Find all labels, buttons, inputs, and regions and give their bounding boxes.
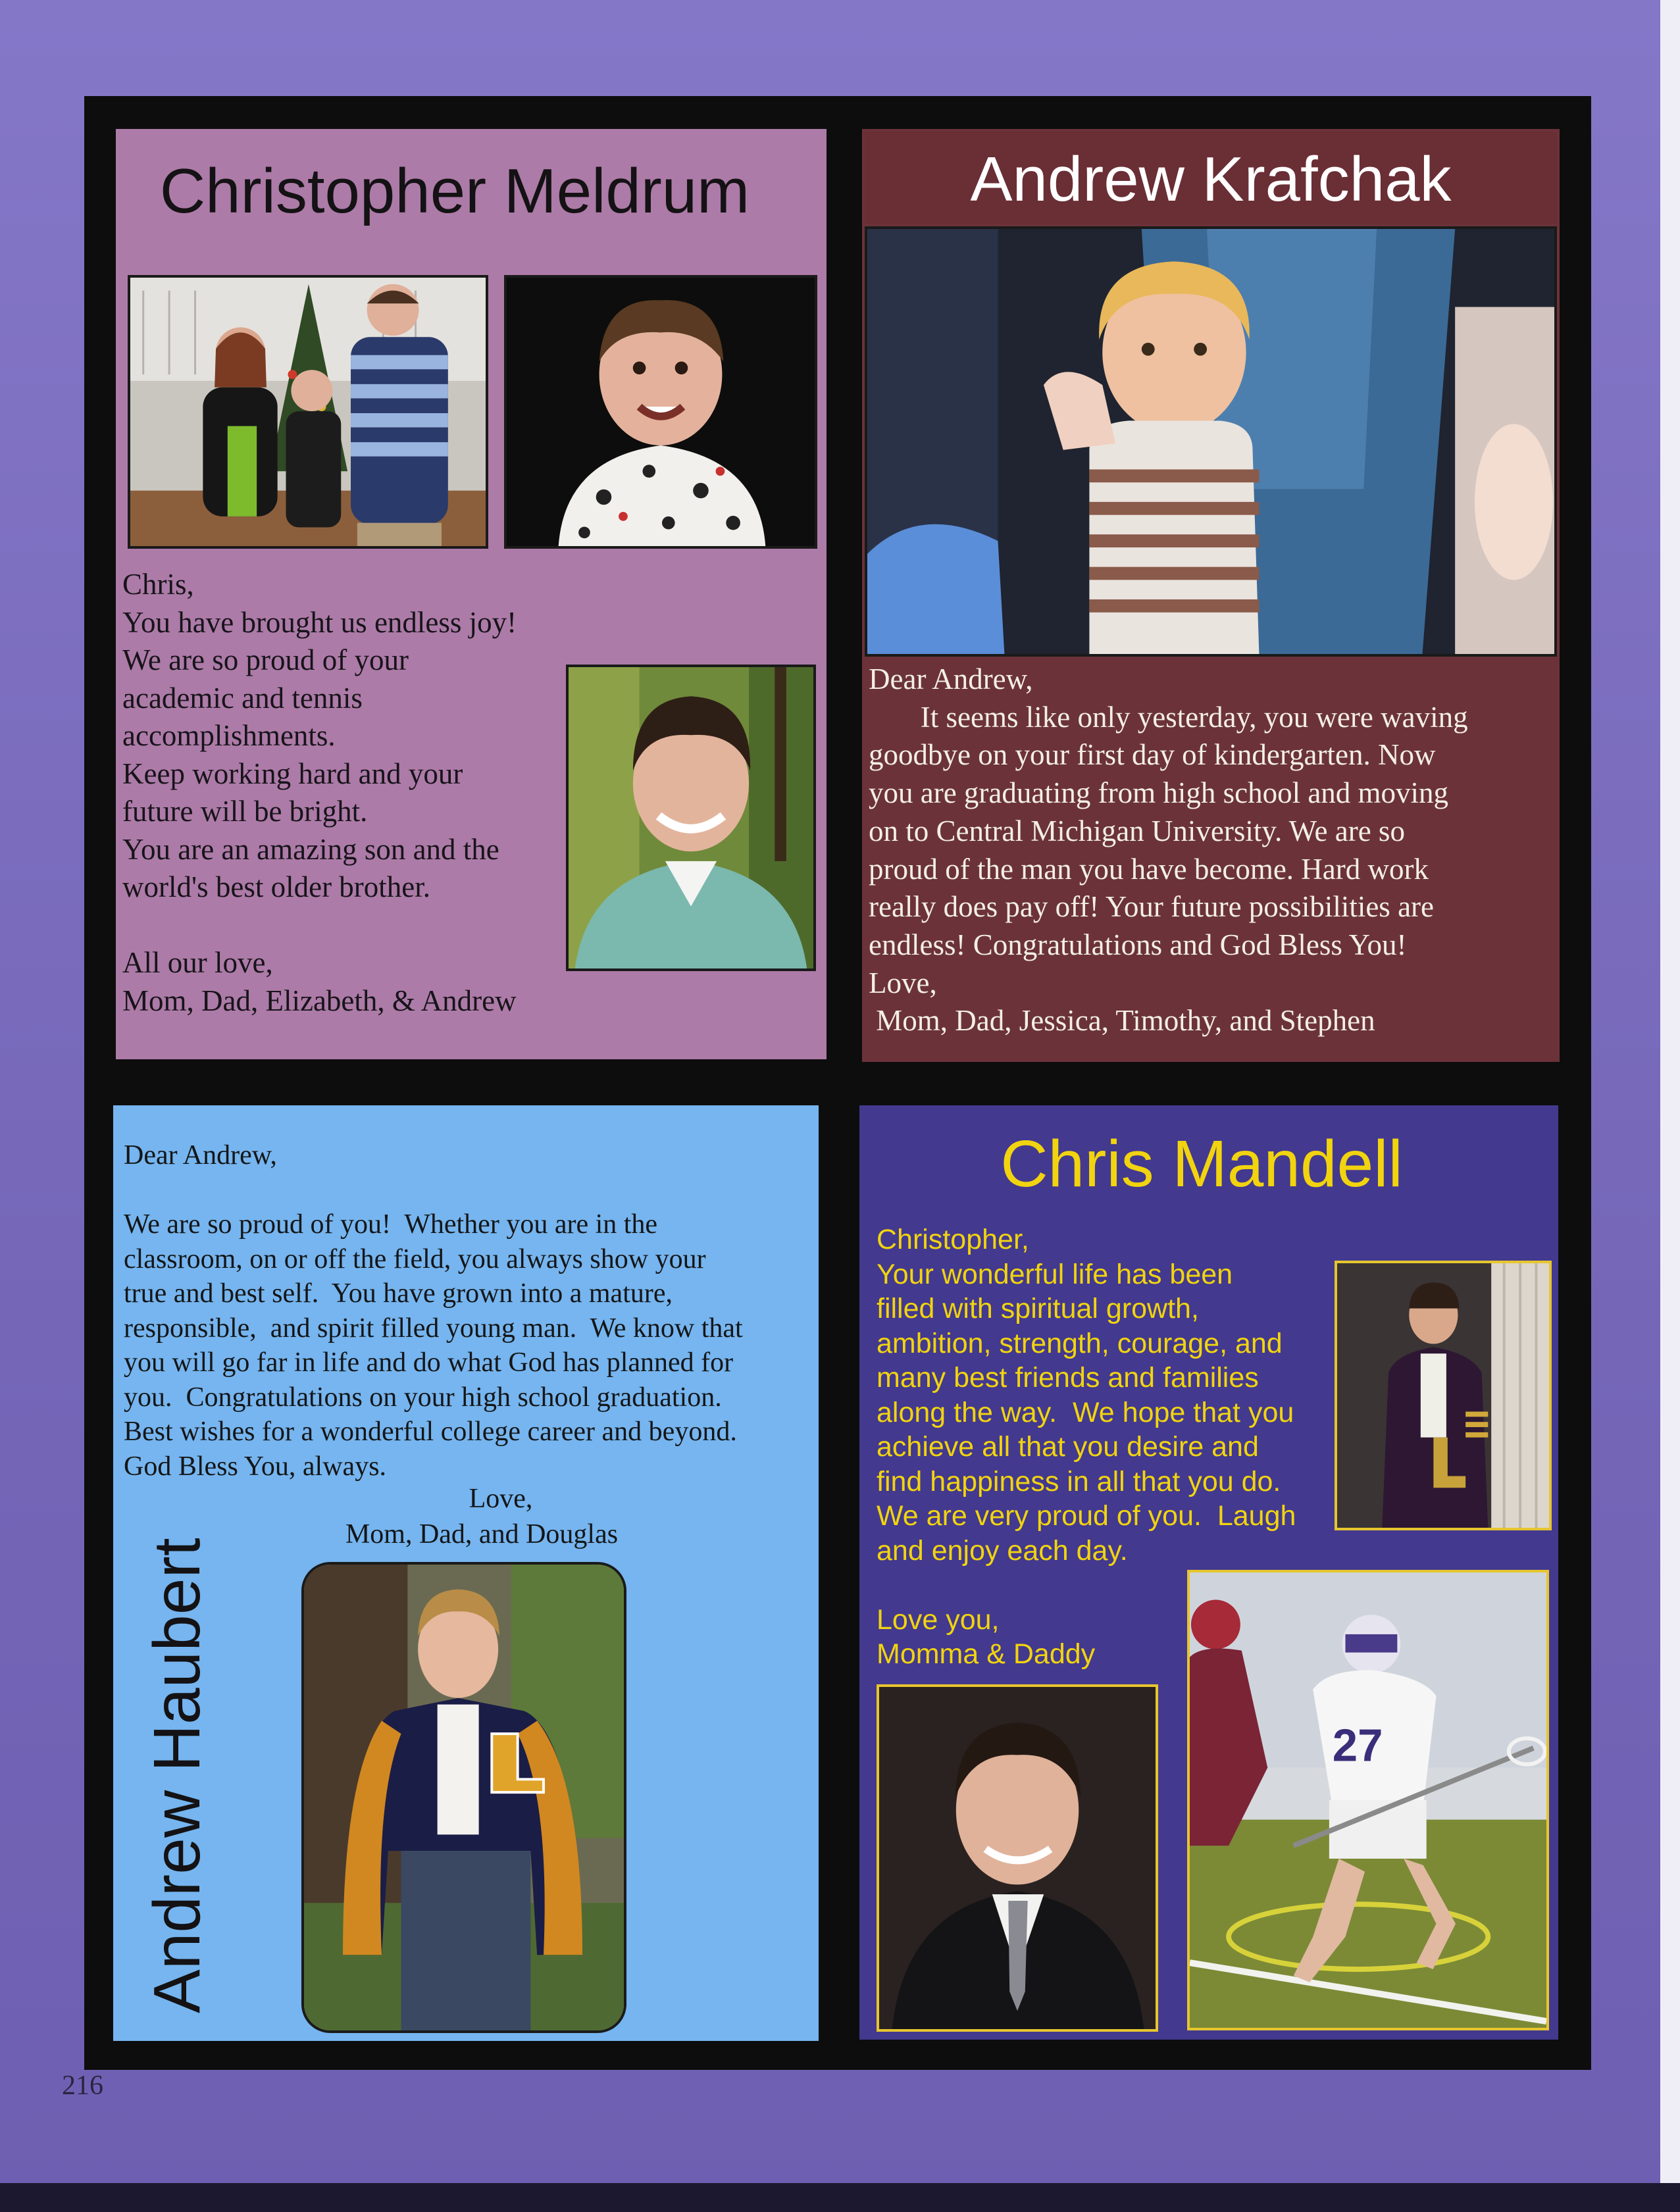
- haubert-letter-jacket-portrait: [301, 1562, 626, 2033]
- meldrum-name: Christopher Meldrum: [159, 156, 750, 226]
- mandell-letter-sweater-portrait: [1335, 1261, 1552, 1530]
- page-edge: [1660, 0, 1680, 2212]
- haubert-name: Andrew Haubert: [140, 1538, 214, 2013]
- bottom-edge: [0, 2183, 1680, 2212]
- meldrum-senior-portrait: [566, 665, 816, 971]
- meldrum-tribute: [116, 129, 827, 1059]
- krafchak-name: Andrew Krafchak: [970, 144, 1452, 214]
- haubert-message: Dear Andrew, We are so proud of you! Whether you are in the classroom, on or off the field, you always show your true and best self. You have grown into a mature, responsible, and spirit filled young man. We know that you will go far in life and do what God has planned for you. Congratulations on your high school graduation. Best wishes for a wonderful college career and beyond. God Bless You, always.: [124, 1140, 743, 1482]
- mandell-tribute: [859, 1105, 1558, 2040]
- mandell-name: Chris Mandell: [1000, 1127, 1403, 1201]
- page-number: 216: [62, 2071, 103, 2101]
- krafchak-message: Dear Andrew, It seems like only yesterday, you were waving goodbye on your first day of kindergarten. Now you are graduating from high school and moving on to Central Michigan University. We are so proud of the man you have become. Hard work really does pay off! Your future possibilities are endless! Congratulations and God Bless You! Love, Mom, Dad, Jessica, Timothy, and Stephen: [869, 663, 1468, 1038]
- svg-text:27: 27: [1332, 1719, 1383, 1771]
- krafchak-title-bar: [865, 132, 1557, 224]
- haubert-signature: Mom, Dad, and Douglas: [345, 1519, 619, 1549]
- haubert-tribute: [113, 1105, 819, 2041]
- krafchak-tribute: [862, 129, 1560, 1062]
- meldrum-family-photo: [128, 275, 488, 549]
- meldrum-toddler-photo: [504, 275, 817, 549]
- haubert-closing: Love,: [469, 1484, 533, 1514]
- mandell-senior-portrait: [877, 1684, 1158, 2032]
- mandell-lacrosse-photo: [1187, 1570, 1549, 2030]
- mandell-message: Christopher, Your wonderful life has been filled with spiritual growth, ambition, strength, courage, and many best friends and families along the way. We hope that you achieve all that you desire and find happiness in all that you do. We are very proud of you. Laugh and enjoy each day. Love you, Momma & Daddy: [877, 1224, 1296, 1670]
- krafchak-childhood-photo: [865, 226, 1557, 657]
- meldrum-message: Chris, You have brought us endless joy! We are so proud of your academic and tennis accomplishments. Keep working hard and your future will be bright. You are an amazing son and the world's best older brother. All our love, Mom, Dad, Elizabeth, & Andrew: [122, 568, 517, 1017]
